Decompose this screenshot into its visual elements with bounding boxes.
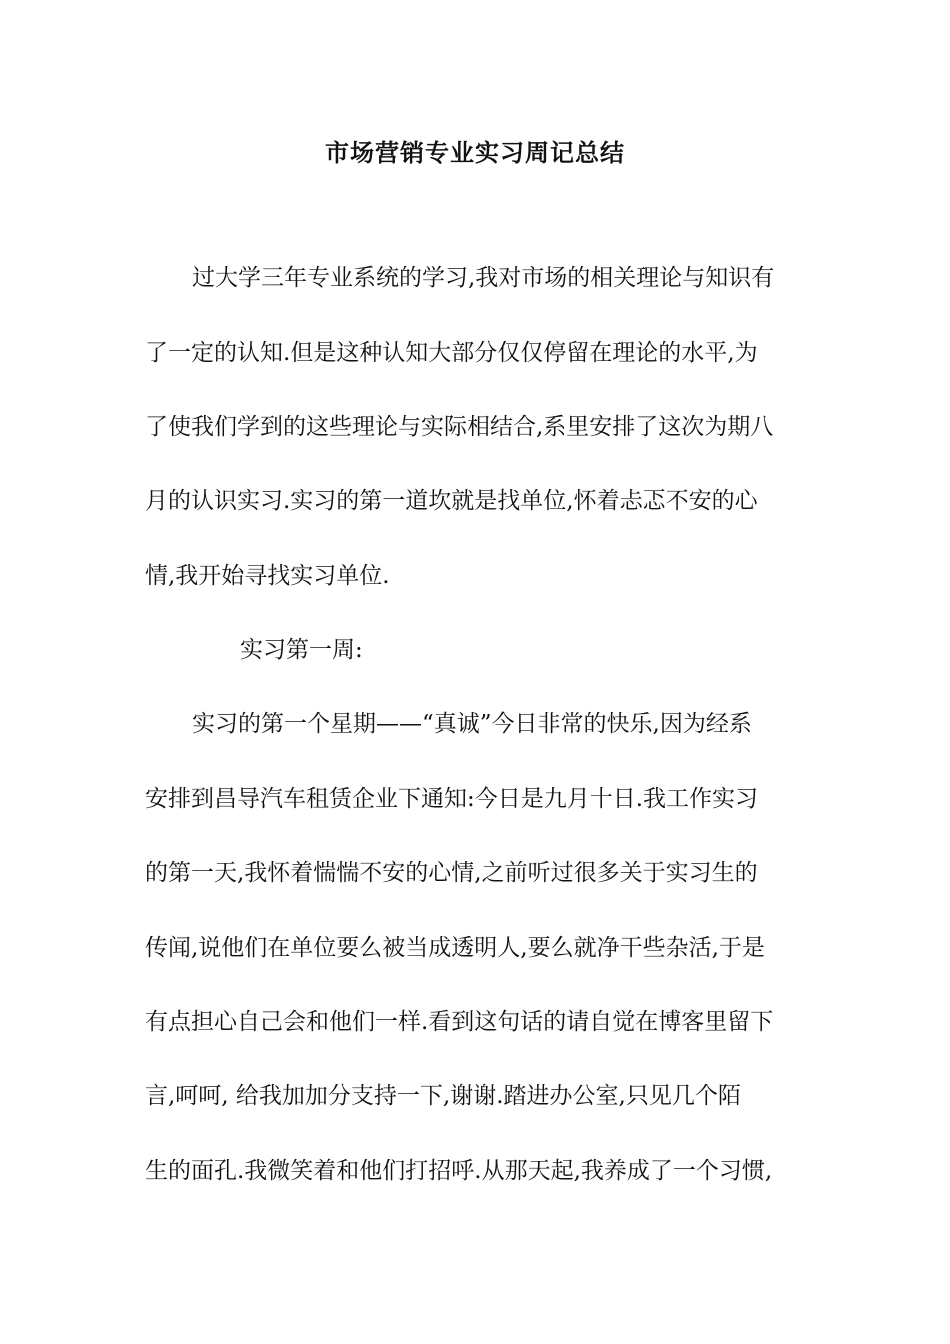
paragraph-line: 言,呵呵, 给我加加分支持一下,谢谢.踏进办公室,只见几个陌 — [145, 1083, 741, 1109]
paragraph-line: 实习的第一个星期——“真诚”今日非常的快乐,因为经系 — [192, 711, 752, 737]
paragraph-line: 传闻,说他们在单位要么被当成透明人,要么就净干些杂活,于是 — [145, 935, 765, 961]
document-title: 市场营销专业实习周记总结 — [325, 138, 625, 167]
section-heading: 实习第一周: — [240, 637, 363, 663]
paragraph-line: 的第一天,我怀着惴惴不安的心情,之前听过很多关于实习生的 — [145, 860, 758, 886]
paragraph-line: 月的认识实习.实习的第一道坎就是找单位,怀着忐忑不安的心 — [145, 488, 758, 514]
paragraph-line: 过大学三年专业系统的学习,我对市场的相关理论与知识有 — [192, 265, 775, 291]
paragraph-line: 安排到昌导汽车租赁企业下通知:今日是九月十日.我工作实习 — [145, 786, 759, 812]
paragraph-line: 有点担心自己会和他们一样.看到这句话的请自觉在博客里留下 — [145, 1009, 774, 1035]
paragraph-line: 了使我们学到的这些理论与实际相结合,系里安排了这次为期八 — [145, 414, 774, 440]
paragraph-line: 了一定的认知.但是这种认知大部分仅仅停留在理论的水平,为 — [145, 340, 758, 366]
paragraph-line: 生的面孔.我微笑着和他们打招呼.从那天起,我养成了一个习惯, — [145, 1158, 773, 1184]
paragraph-line: 情,我开始寻找实习单位. — [145, 563, 390, 589]
